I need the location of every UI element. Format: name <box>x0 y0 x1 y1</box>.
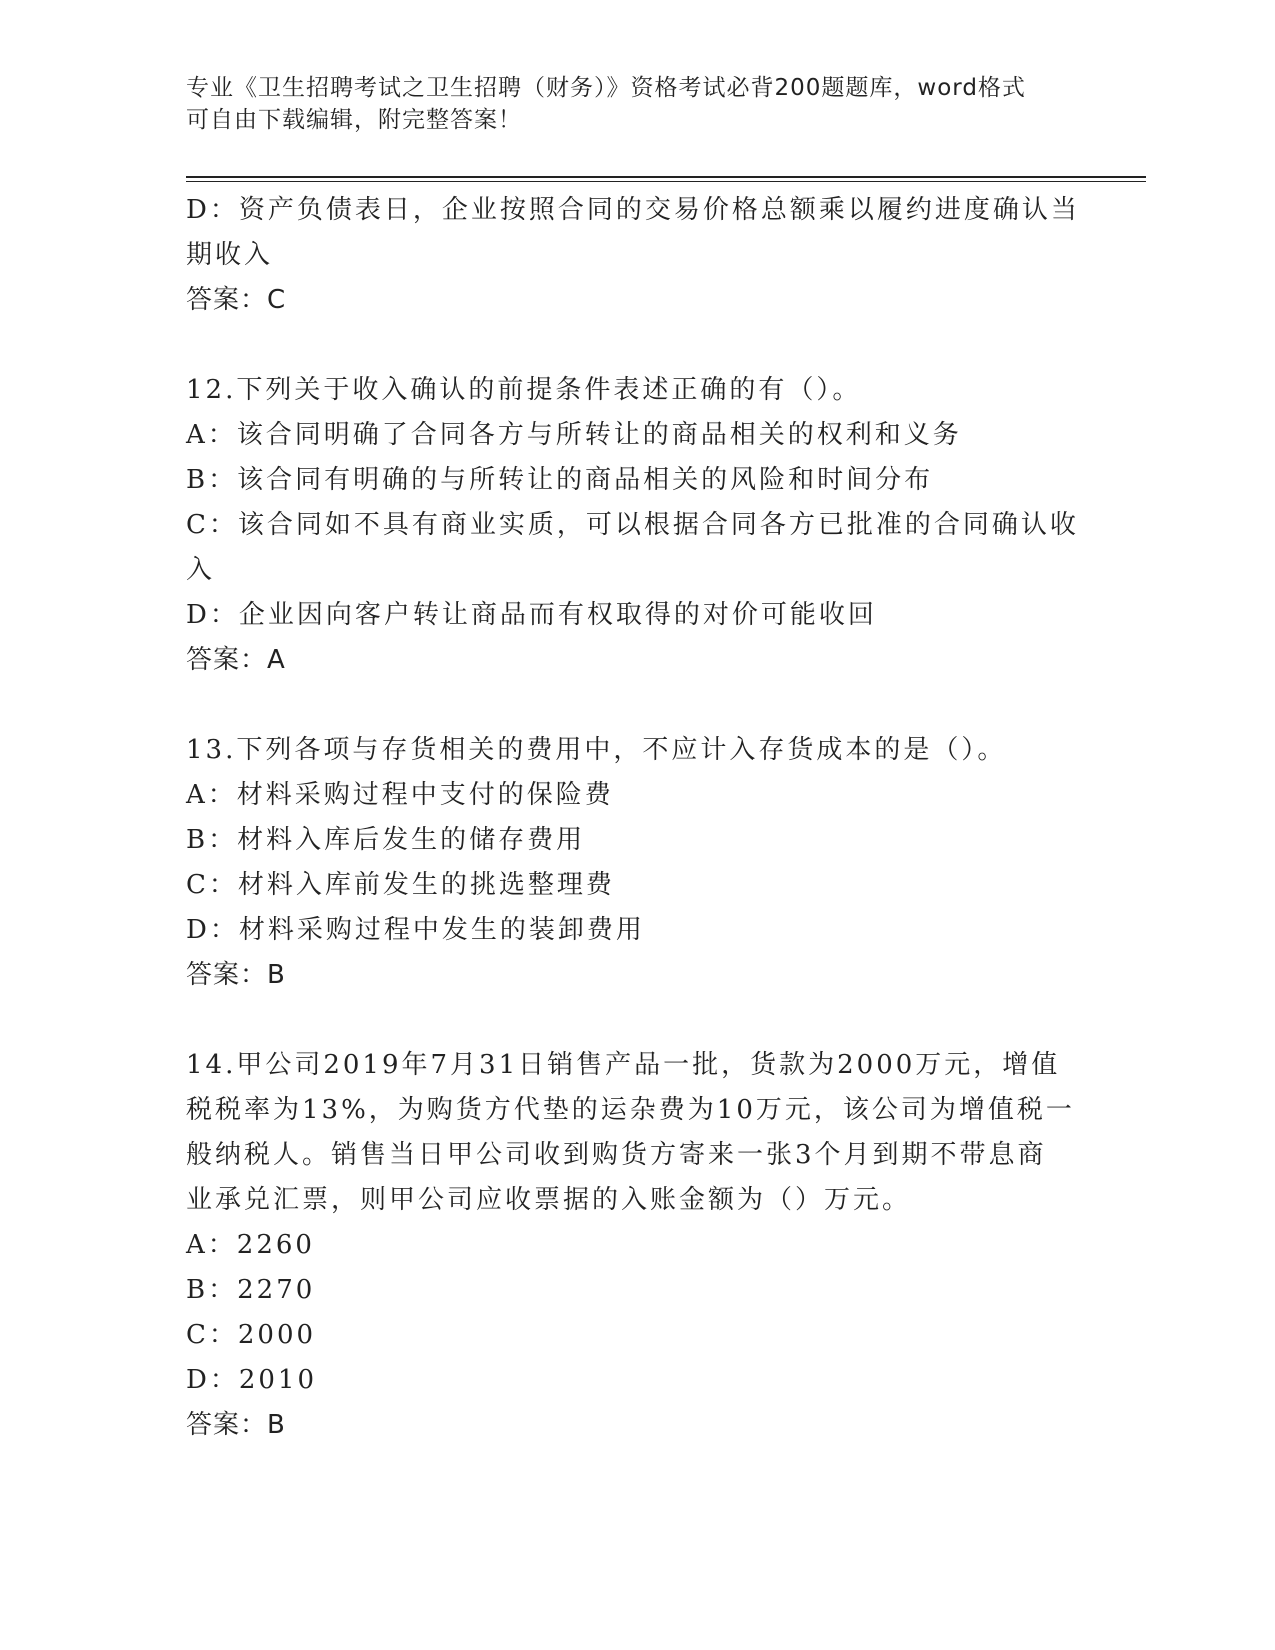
q14-answer: 答案：B <box>186 1410 286 1440</box>
q12-answer: 答案：A <box>186 645 286 675</box>
header-title-line-1: 专业《卫生招聘考试之卫生招聘（财务）》资格考试必背200题题库，word格式 <box>186 75 1026 101</box>
q12-stem: 12.下列关于收入确认的前提条件表述正确的有（）。 <box>186 375 862 405</box>
q13-option-b: B：材料入库后发生的储存费用 <box>186 825 586 855</box>
spacer <box>186 683 1086 728</box>
document-header <box>186 72 1086 136</box>
q14-stem-line-4: 业承兑汇票，则甲公司应收票据的入账金额为（）万元。 <box>186 1185 912 1215</box>
q12-option-b: B：该合同有明确的与所转让的商品相关的风险和时间分布 <box>186 465 934 495</box>
header-rule-thin <box>186 181 1146 182</box>
q13-option-c: C：材料入库前发生的挑选整理费 <box>186 870 615 900</box>
header-title-line-2: 可自由下载编辑，附完整答案！ <box>186 107 522 133</box>
header-rule-thick <box>186 176 1146 178</box>
q13-option-d: D：材料采购过程中发生的装卸费用 <box>186 915 645 945</box>
q14-stem-line-2: 税税率为13%，为购货方代垫的运杂费为10万元，该公司为增值税一 <box>186 1095 1075 1125</box>
prev-option-d-line-2: 期收入 <box>186 240 274 270</box>
q13-answer: 答案：B <box>186 960 286 990</box>
q14-stem-line-1: 14.甲公司2019年7月31日销售产品一批，货款为2000万元，增值 <box>186 1050 1061 1080</box>
prev-option-d-line-1: D：资产负债表日，企业按照合同的交易价格总额乘以履约进度确认当 <box>186 195 1080 225</box>
spacer <box>186 323 1086 368</box>
spacer <box>186 998 1086 1043</box>
q14-option-c: C：2000 <box>186 1320 317 1350</box>
q13-stem: 13.下列各项与存货相关的费用中，不应计入存货成本的是（）。 <box>186 735 1007 765</box>
q12-option-a: A：该合同明确了合同各方与所转让的商品相关的权利和义务 <box>186 420 962 450</box>
q14-option-d: D：2010 <box>186 1365 318 1395</box>
prev-answer: 答案：C <box>186 285 287 315</box>
q12-option-c-line-2: 入 <box>186 555 216 585</box>
q14-stem-line-3: 般纳税人。销售当日甲公司收到购货方寄来一张3个月到期不带息商 <box>186 1140 1047 1170</box>
q12-option-c-line-1: C：该合同如不具有商业实质，可以根据合同各方已批准的合同确认收 <box>186 510 1079 540</box>
q12-option-d: D：企业因向客户转让商品而有权取得的对价可能收回 <box>186 600 877 630</box>
question-content <box>186 188 1086 1448</box>
q14-option-b: B：2270 <box>186 1275 316 1305</box>
q13-option-a: A：材料采购过程中支付的保险费 <box>186 780 614 810</box>
q14-option-a: A：2260 <box>186 1230 315 1260</box>
